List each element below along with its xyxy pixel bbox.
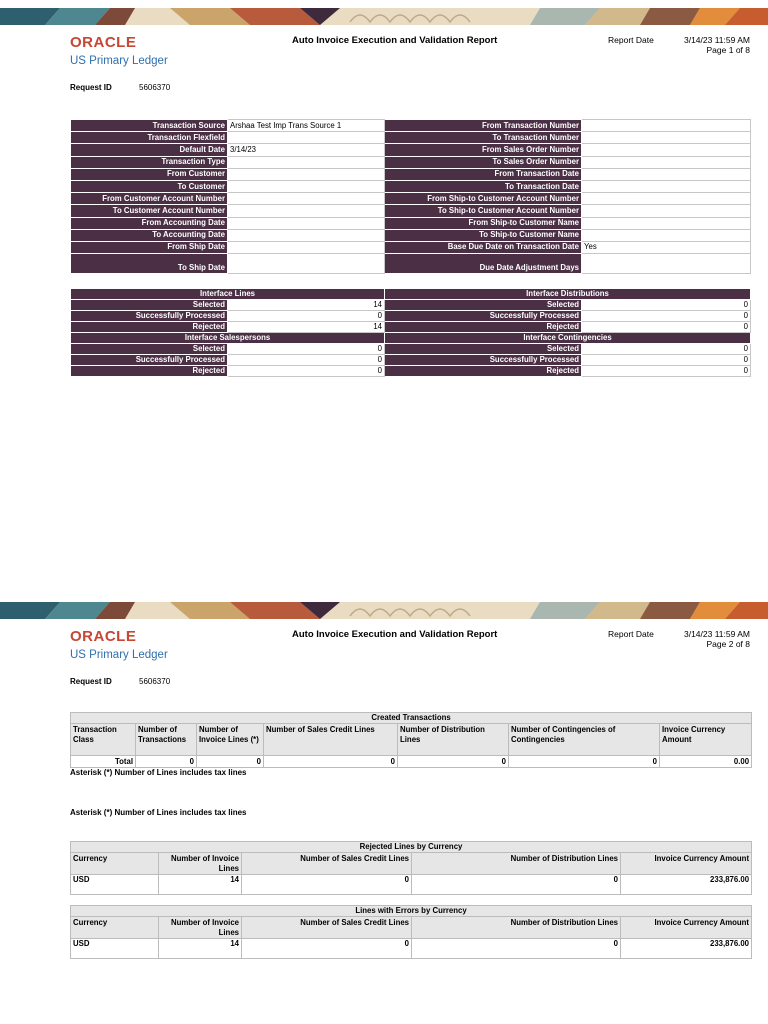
parameter-label: To Customer Account Number: [71, 205, 228, 217]
asterisk-note: Asterisk (*) Number of Lines includes tax lines: [70, 768, 247, 777]
table-row: [71, 756, 752, 768]
parameter-value: [582, 156, 751, 168]
report-date-value: [684, 35, 750, 55]
table-cell: 0: [242, 939, 412, 959]
parameter-label: From Accounting Date: [71, 217, 228, 229]
column-header: Transaction Class: [71, 724, 136, 756]
parameter-label: To Transaction Date: [385, 180, 582, 192]
column-header: Number of Distribution Lines: [412, 917, 621, 939]
report-title: Auto Invoice Execution and Validation Report: [292, 35, 498, 46]
parameter-row: [71, 156, 751, 168]
created-transactions-table: [70, 712, 752, 768]
column-header: Invoice Currency Amount: [621, 853, 752, 875]
table-cell: 0: [412, 939, 621, 959]
parameter-value: [228, 193, 385, 205]
column-header: Number of Sales Credit Lines: [242, 917, 412, 939]
parameter-value: [582, 180, 751, 192]
count-label: Selected: [385, 344, 582, 355]
count-value: 0: [582, 366, 751, 377]
parameter-row: [71, 193, 751, 205]
parameter-value: [582, 144, 751, 156]
table-cell: 0: [264, 756, 398, 768]
parameter-label: From Customer Account Number: [71, 193, 228, 205]
count-label: Rejected: [71, 366, 228, 377]
errors-caption: Lines with Errors by Currency: [71, 906, 752, 917]
count-label: Rejected: [385, 322, 582, 333]
column-header: Currency: [71, 917, 159, 939]
parameter-value: [228, 180, 385, 192]
parameter-row: [71, 217, 751, 229]
parameter-label: Transaction Source: [71, 120, 228, 132]
parameter-row: [71, 144, 751, 156]
count-value: 0: [582, 344, 751, 355]
table-cell: 0.00: [660, 756, 752, 768]
request-id-value: 5606370: [139, 83, 171, 92]
count-label: Successfully Processed: [385, 355, 582, 366]
count-label: Rejected: [71, 322, 228, 333]
parameter-row: [71, 205, 751, 217]
request-id-label: Request ID: [70, 677, 112, 686]
parameter-label: Base Due Date on Transaction Date: [385, 241, 582, 253]
decorative-banner: [0, 8, 768, 25]
request-id-label: Request ID: [70, 83, 112, 92]
interface-distributions-header: Interface Distributions: [385, 289, 751, 300]
table-cell: 233,876.00: [621, 939, 752, 959]
parameter-value: 3/14/23: [228, 144, 385, 156]
lines-with-errors-table: [70, 905, 752, 959]
interface-counts-table: [70, 288, 751, 377]
count-label: Selected: [385, 300, 582, 311]
ledger-name: US Primary Ledger: [70, 55, 168, 67]
table-cell: 14: [159, 939, 242, 959]
parameter-label: From Transaction Date: [385, 168, 582, 180]
parameter-value: [228, 168, 385, 180]
count-value: 0: [582, 300, 751, 311]
parameter-row: [71, 120, 751, 132]
page-number: Page 1 of 8: [706, 45, 750, 55]
count-label: Successfully Processed: [385, 311, 582, 322]
count-value: 0: [228, 311, 385, 322]
parameter-row: [71, 229, 751, 241]
column-header: Number of Invoice Lines: [159, 853, 242, 875]
parameter-label: Transaction Flexfield: [71, 132, 228, 144]
parameter-value: [582, 254, 751, 274]
parameter-label: Default Date: [71, 144, 228, 156]
decorative-banner: [0, 602, 768, 619]
table-cell: 0: [509, 756, 660, 768]
table-cell: 233,876.00: [621, 875, 752, 895]
parameter-label: To Ship-to Customer Name: [385, 229, 582, 241]
count-value: 0: [582, 355, 751, 366]
parameter-row: [71, 168, 751, 180]
ledger-name: US Primary Ledger: [70, 649, 168, 661]
interface-contingencies-header: Interface Contingencies: [385, 333, 751, 344]
parameter-label: From Sales Order Number: [385, 144, 582, 156]
table-cell: 0: [398, 756, 509, 768]
report-date: 3/14/23 11:59 AM: [683, 35, 750, 45]
count-label: Selected: [71, 344, 228, 355]
count-label: Successfully Processed: [71, 311, 228, 322]
column-header: Number of Invoice Lines (*): [197, 724, 264, 756]
parameter-value: [228, 132, 385, 144]
parameter-row: [71, 254, 751, 274]
parameter-label: To Ship-to Customer Account Number: [385, 205, 582, 217]
table-row: [71, 875, 752, 895]
interface-lines-header: Interface Lines: [71, 289, 385, 300]
parameter-value: [582, 120, 751, 132]
count-value: 0: [228, 366, 385, 377]
parameter-label: Due Date Adjustment Days: [385, 254, 582, 274]
report-date-value: [684, 629, 750, 649]
asterisk-note: Asterisk (*) Number of Lines includes tax lines: [70, 808, 247, 817]
parameter-value: [582, 217, 751, 229]
parameter-label: From Ship-to Customer Name: [385, 217, 582, 229]
column-header: Number of Distribution Lines: [398, 724, 509, 756]
parameter-value: [228, 254, 385, 274]
parameter-label: From Ship Date: [71, 241, 228, 253]
report-date-label: Report Date: [608, 629, 654, 639]
column-header: Invoice Currency Amount: [621, 917, 752, 939]
table-cell: 0: [136, 756, 197, 768]
total-label: Total: [71, 756, 136, 768]
parameter-value: [228, 205, 385, 217]
column-header: Invoice Currency Amount: [660, 724, 752, 756]
column-header: Number of Sales Credit Lines: [264, 724, 398, 756]
parameter-row: [71, 180, 751, 192]
report-date-label: Report Date: [608, 35, 654, 45]
table-cell: 0: [197, 756, 264, 768]
parameter-row: [71, 241, 751, 253]
created-transactions-caption: Created Transactions: [71, 713, 752, 724]
column-header: Number of Transactions: [136, 724, 197, 756]
rejected-lines-caption: Rejected Lines by Currency: [71, 842, 752, 853]
parameter-value: Arshaa Test Imp Trans Source 1: [228, 120, 385, 132]
parameter-row: [71, 132, 751, 144]
currency-cell: USD: [71, 875, 159, 895]
column-header: Number of Contingencies of Contingencies: [509, 724, 660, 756]
parameter-label: To Transaction Number: [385, 132, 582, 144]
oracle-logo: ORACLE: [70, 628, 137, 645]
parameter-value: [228, 229, 385, 241]
table-cell: 14: [159, 875, 242, 895]
column-header: Number of Sales Credit Lines: [242, 853, 412, 875]
parameter-label: To Accounting Date: [71, 229, 228, 241]
count-value: 0: [228, 344, 385, 355]
parameter-value: [582, 229, 751, 241]
count-value: 0: [582, 322, 751, 333]
parameter-value: [582, 205, 751, 217]
table-row: [71, 939, 752, 959]
request-id-value: 5606370: [139, 677, 171, 686]
count-label: Selected: [71, 300, 228, 311]
report-date: 3/14/23 11:59 AM: [683, 629, 750, 639]
parameter-value: [582, 193, 751, 205]
column-header: Number of Invoice Lines: [159, 917, 242, 939]
parameter-value: Yes: [582, 241, 751, 253]
count-label: Successfully Processed: [71, 355, 228, 366]
parameter-label: Transaction Type: [71, 156, 228, 168]
parameter-value: [582, 132, 751, 144]
count-value: 14: [228, 300, 385, 311]
parameter-label: From Ship-to Customer Account Number: [385, 193, 582, 205]
parameter-label: From Transaction Number: [385, 120, 582, 132]
column-header: Currency: [71, 853, 159, 875]
parameter-label: To Sales Order Number: [385, 156, 582, 168]
interface-salespersons-header: Interface Salespersons: [71, 333, 385, 344]
parameter-label: To Ship Date: [71, 254, 228, 274]
parameter-label: To Customer: [71, 180, 228, 192]
count-label: Rejected: [385, 366, 582, 377]
parameters-table: [70, 119, 751, 274]
oracle-logo: ORACLE: [70, 34, 137, 51]
parameter-value: [228, 241, 385, 253]
table-cell: 0: [242, 875, 412, 895]
count-value: 0: [582, 311, 751, 322]
parameter-value: [228, 217, 385, 229]
column-header: Number of Distribution Lines: [412, 853, 621, 875]
table-cell: 0: [412, 875, 621, 895]
parameter-value: [228, 156, 385, 168]
parameter-label: From Customer: [71, 168, 228, 180]
report-title: Auto Invoice Execution and Validation Report: [292, 629, 498, 640]
parameter-value: [582, 168, 751, 180]
rejected-lines-table: [70, 841, 752, 895]
page-number: Page 2 of 8: [706, 639, 750, 649]
count-value: 0: [228, 355, 385, 366]
count-value: 14: [228, 322, 385, 333]
currency-cell: USD: [71, 939, 159, 959]
